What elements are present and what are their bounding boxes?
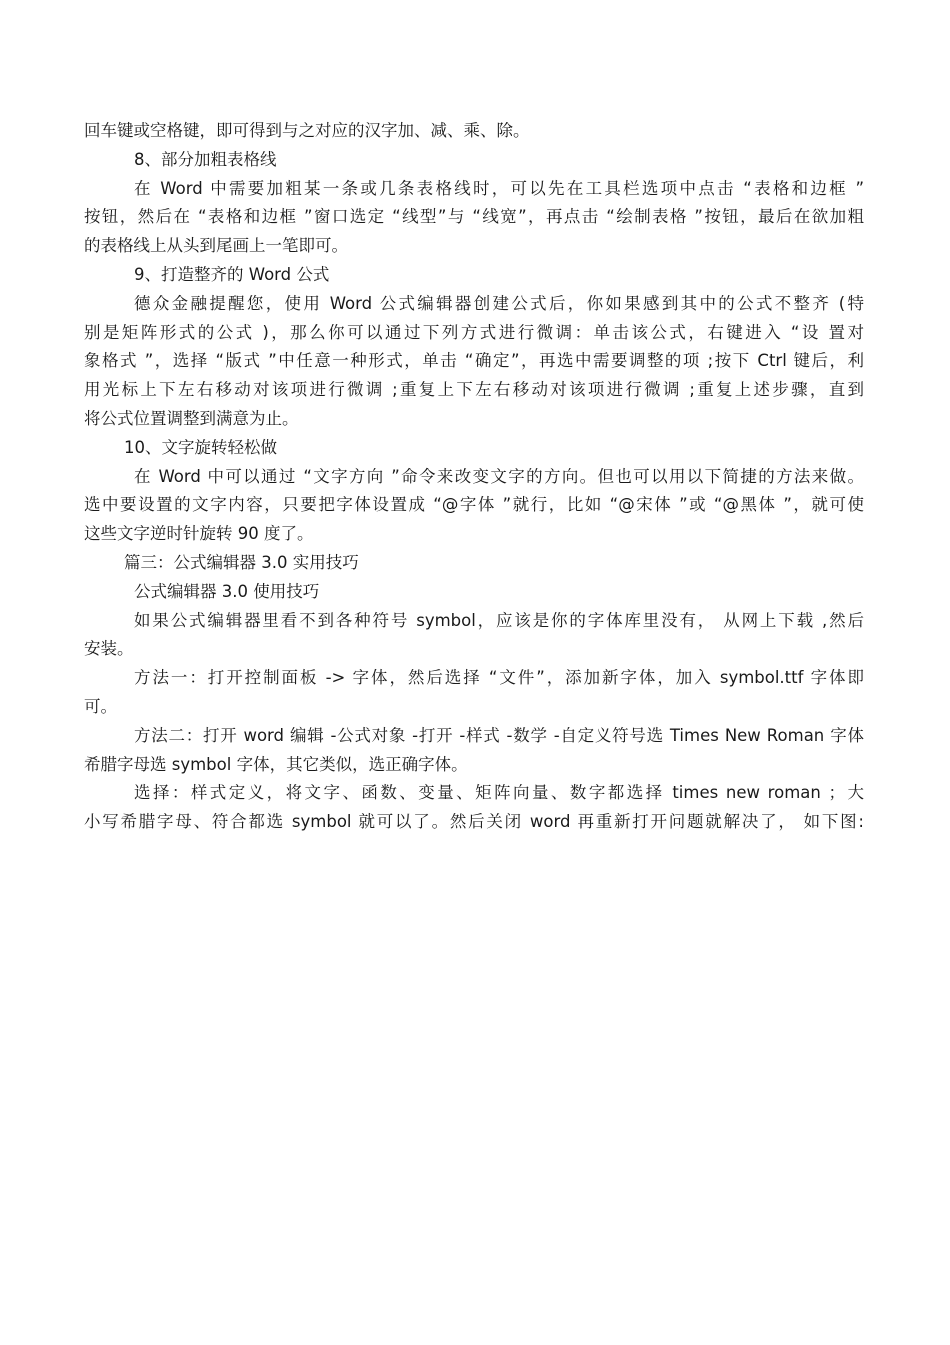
text-line: 方法二：打开 word 编辑 -公式对象 -打开 -样式 -数学 -自定义符号选 Times New Roman 字体 xyxy=(134,725,864,745)
text-line: 在 Word 中需要加粗某一条或几条表格线时，可以先在工具栏选项中点击 “表格和边框 ” xyxy=(134,178,864,198)
text-line: 10、文字旋转轻松做 xyxy=(124,437,277,457)
text-line: 在 Word 中可以通过 “文字方向 ”命令来改变文字的方向。但也可以用以下简捷的方法来做。 xyxy=(134,466,864,486)
text-line: 将公式位置调整到满意为止。 xyxy=(84,408,299,428)
text-line: 可。 xyxy=(84,696,117,716)
text-line: 8、部分加粗表格线 xyxy=(134,149,277,169)
text-line: 小写希腊字母、符合都选 symbol 就可以了。然后关闭 word 再重新打开问题就解决了， 如下图: xyxy=(84,812,864,832)
text-line: 象格式 ”，选择 “版式 ”中任意一种形式，单击 “确定”，再选中需要调整的项 ;按下 Ctrl 键后，利 xyxy=(84,351,864,371)
text-line: 篇三：公式编辑器 3.0 实用技巧 xyxy=(124,552,359,572)
text-line: 别是矩阵形式的公式 )，那么你可以通过下列方式进行微调：单击该公式，右键进入 “设 置对 xyxy=(84,322,864,342)
text-line: 安装。 xyxy=(84,639,134,659)
text-line: 选择：样式定义，将文字、函数、变量、矩阵向量、数字都选择 times new roman ；大 xyxy=(134,783,864,803)
text-line: 德众金融提醒您，使用 Word 公式编辑器创建公式后，你如果感到其中的公式不整齐 (特 xyxy=(134,293,864,313)
text-line: 9、打造整齐的 Word 公式 xyxy=(134,264,330,284)
text-line: 回车键或空格键，即可得到与之对应的汉字加、减、乘、除。 xyxy=(84,121,530,140)
text-line: 选中要设置的文字内容，只要把字体设置成 “@字体 ”就行，比如 “@宋体 ”或 “@黑体 ”，就可使 xyxy=(84,495,864,515)
text-line: 这些文字逆时针旋转 90 度了。 xyxy=(84,524,314,544)
text-line: 希腊字母选 symbol 字体，其它类似，选正确字体。 xyxy=(84,754,468,774)
text-line: 的表格线上从头到尾画上一笔即可。 xyxy=(84,236,348,256)
document-body xyxy=(84,117,864,837)
text-line: 公式编辑器 3.0 使用技巧 xyxy=(134,581,320,601)
text-line: 按钮，然后在 “表格和边框 ”窗口选定 “线型”与 “线宽”，再点击 “绘制表格 ”按钮，最后在欲加粗 xyxy=(84,207,864,227)
text-line: 方法一：打开控制面板 -> 字体，然后选择 “文件”，添加新字体，加入 symbol.ttf 字体即 xyxy=(134,668,864,688)
text-line: 用光标上下左右移动对该项进行微调 ;重复上下左右移动对该项进行微调 ;重复上述步骤，直到 xyxy=(84,380,864,400)
text-line: 如果公式编辑器里看不到各种符号 symbol，应该是你的字体库里没有， 从网上下载 ,然后 xyxy=(134,610,864,630)
